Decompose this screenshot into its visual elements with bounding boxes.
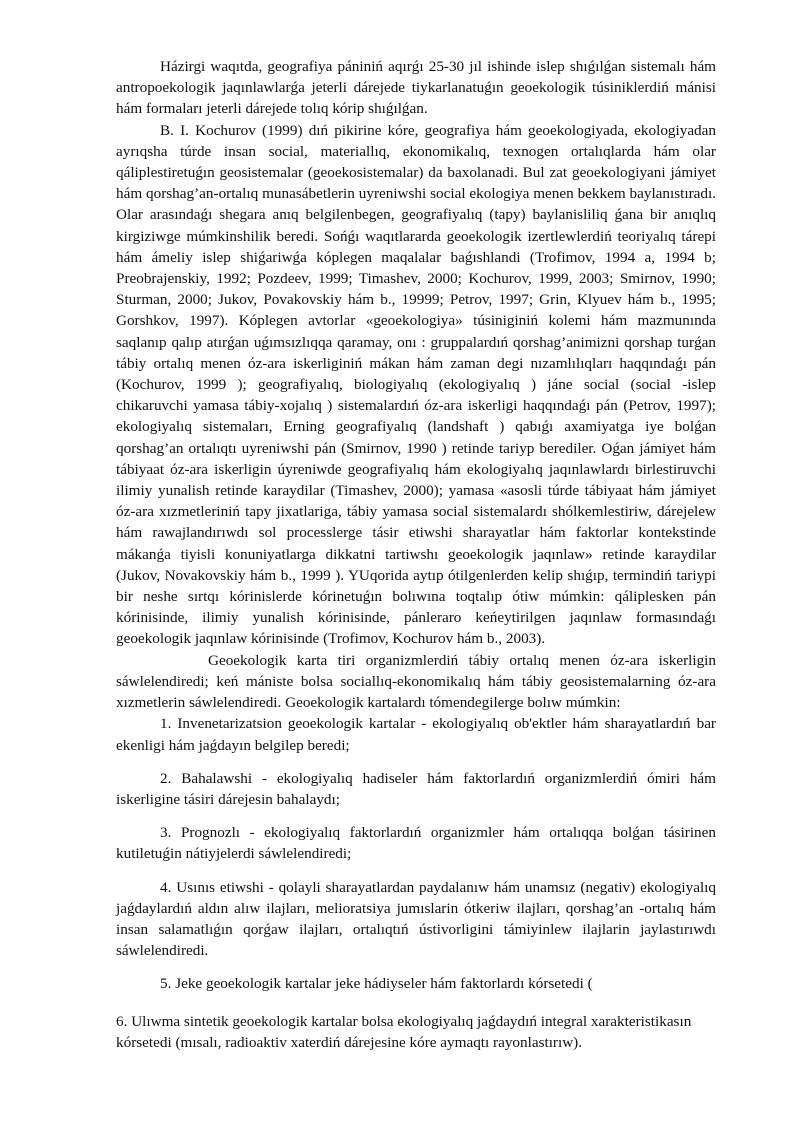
list-item-evaluation-maps: 2. Bahalawshi - ekologiyalıq hadiseler hám faktorlardıń organizmlerdiń ómiri hám iskerligine tásiri dárejesin bahalaydı; [116, 769, 716, 808]
paragraph-geoecological-map: Geoekologik karta tiri organizmlerdiń tábiy ortalıq menen óz-ara iskerligin sáwlelendiredi; keń mániste bolsa sociallıq-ekonomikalıq hám tábiy geosistemalarning óz-ara xızmetlerin sáwlelendiredi. Geoekologik kartalardı tómendegilerge bolıw múmkin: [116, 651, 716, 712]
paragraph-intro: Házirgi waqıtda, geografiya pániniń aqırǵı 25-30 jıl ishinde islep shıǵılǵan sistemalı hám antropoekologik jaqınlawlarǵa jeterli dárejede tiykarlanatuǵın geoekologik túsiniklerdiń mánisi hám formaları jeterli dárejede tolıq kórip shıǵılǵan. [116, 58, 716, 118]
paragraph-kochurov: B. I. Kochurov (1999) dıń pikirine kóre, geografiya hám geoekologiyada, ekologiyadan ayrıqsha túrde insan social, materiallıq, ekonomikalıq, texnogen ortalıqlarda hám olar qáliplestiretuǵın geosistemalar (geoekosistemalar) da baxolanadi. Bul zat geoekologiyani jámiyet hám qorshag’an-ortalıq munasábetlerin uyreniwshi social ekologiya menen bekkem baylanıstıradı. Olar arasındaǵı shegara anıq belgilenbegen, geografiyalıq (tapy) baylanisliliq ǵana bir anıqlıq kirgiziwge múmkinshilik beredi. Sońǵı waqıtlararda geoekologik izertlewlerdiń teoriyalıq tárepi hám ámeliy islep shiǵariwǵa kóplegen maqalalar baǵıshlandi (Trofimov, 1994 a, 1994 b; Preobrajenskiy, 1992; Pozdeev, 1999; Timashev, 2000; Kochurov, 1999, 2003; Smirnov, 1990; Sturman, 2000; Jukov, Povakovskiy hám b., 19999; Petrov, 1997; Grin, Klyuev hám b., 1995; Gorshkov, 1997). Kóplegen avtorlar «geoekologiya» túsiniginiń kolemi hám mazmunında saqlanıp qalıp atırǵan uǵımsızlıqqa qaramay, onı : gruppalardıń qorshag’animizni qorshap turǵan tábiy ortalıq menen óz-ara iskerliginiń mákan hám zaman degi nızamlılıqları haqqındaǵı pán (Kochurov, 1999 ); geografiyalıq, biologiyalıq (ekologiyalıq ) jáne social (social -islep chikaruvchi yamasa tábiy-xojalıq ) sistemalardıń óz-ara iskerligi haqqındaǵı pán (Petrov, 1997); ekologiyalıq sistemaları, Erning geografiyalıq (landshaft ) qabıǵı axamiyatga iye bolǵan qorshag’an ortalıqtı uyreniwshi pán (Smirnov, 1990 ) retinde tariyp berediler. Oǵan jámiyet hám tábiyaat óz-ara iskerligin úyreniwde geografiyalıq hám ekologiyalıq jaqınlawlardı birlestiruvchi ilimiy yunalish retinde karaydilar (Timashev, 2000); yamasa «asosli túrde tábiyaat hám jámiyet óz-ara xızmetleriniń tapy jixatlariga, tábiy yamasa social sistemalardı shólkemlestiriw, dárejelew hám rawajlandırıwdı sol processlerge tásir etiwshi sharayatlar hám faktorlar kontekstinde mákanǵa tiyisli konuniyatlarga dikkatni tartiwshı geoekologik jaqınlaw» retinde karaydilar (Jukov, Novakovskiy hám b., 1999 ). YUqorida aytıp ótilgenlerden kelip shıǵıp, termindiń tariypi bir neshe sırtqı kórinislerde kórinetuǵın bolıwına toqtalıp ótiw múmkin: qáliplesken pán kórinisinde, ilimiy yunalish kórinisinde, pánleraro keńeytirilgen jaqınlaw formasındaǵı geoekologik jaqınlaw kórinisinde (Trofimov, Kochurov hám b., 2003). [116, 121, 716, 648]
list-item-forecast-maps: 3. Prognozlı - ekologiyalıq faktorlardıń organizmler hám ortalıqqa bolǵan tásirinen kutiletuǵin nátiyjelerdi sáwlelendiredi; [116, 824, 716, 863]
list-item-recommendation-maps: 4. Usınıs etiwshi - qolayli sharayatlardan paydalanıw hám unamsız (negativ) ekologiyalıq jaǵdaylardıń aldın alıw ilajları, melioratsiya jumıslarin ótkeriw ilajları, qorshag’an -ortalıq hám insan salamatlıǵın qorǵaw ilajları, ortalıqtıń ústivorligini támiyinlew ilajlarin jaylastırıwdı sáwlelendiredi. [116, 878, 716, 960]
list-item-individual-maps: 5. Jeke geoekologik kartalar jeke hádiyseler hám faktorlardı kórsetedi ( [160, 975, 593, 993]
list-item-inventory-maps: 1. Invenetarizatsion geoekologik kartalar - ekologiyalıq ob'ektler hám sharayatlardıń bar ekenligi hám jaǵdayın belgilep beredi; [116, 715, 716, 754]
paragraph-synthetic-maps: 6. Ulıwma sintetik geoekologik kartalar bolsa ekologiyalıq jaǵdaydıń integral xarakteristikasın kórsetedi (mısalı, radioaktiv xaterdiń dárejesine kóre aymaqtı rayonlastırıw). [116, 1012, 692, 1051]
